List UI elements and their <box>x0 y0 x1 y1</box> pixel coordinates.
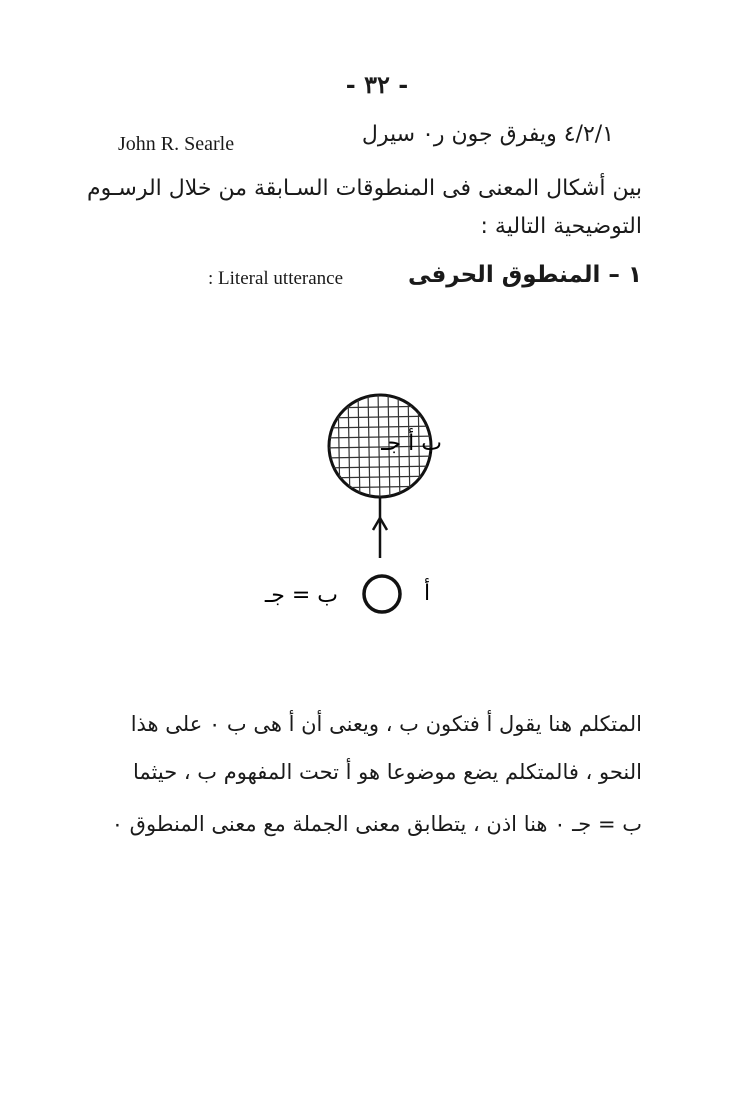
small-circle <box>364 576 400 612</box>
intro-line-2: بين أشكال المعنى فى المنطوقات السـابقة من خلال الرسـوم <box>86 176 642 201</box>
page-number: - ٣٢ - <box>345 70 409 99</box>
paragraph-line-3: ب = جـ ٠ هنا اذن ، يتطابق معنى الجملة مع معنى المنطوق ٠ <box>111 812 642 836</box>
top-circle-label: ب أ جـ <box>381 431 442 456</box>
literal-utterance-diagram <box>230 380 530 640</box>
paragraph-line-1: المتكلم هنا يقول أ فتكون ب ، ويعنى أن أ هى ب ٠ على هذا <box>130 712 642 736</box>
bottom-left-label: ب = جـ <box>264 583 338 608</box>
heading-arabic: ١ – المنطوق الحرفى <box>407 262 642 288</box>
heading-english: : Literal utterance <box>208 268 344 289</box>
intro-line-3: التوضيحية التالية : <box>480 214 642 239</box>
paragraph-line-2: النحو ، فالمتكلم يضع موضوعا هو أ تحت المفهوم ب ، حيثما <box>132 760 642 784</box>
author-name-english: John R. Searle <box>118 133 235 155</box>
section-intro-arabic: ٤/٢/١ ويفرق جون ر٠ سيرل <box>361 122 614 147</box>
bottom-right-label: أ <box>424 581 431 606</box>
